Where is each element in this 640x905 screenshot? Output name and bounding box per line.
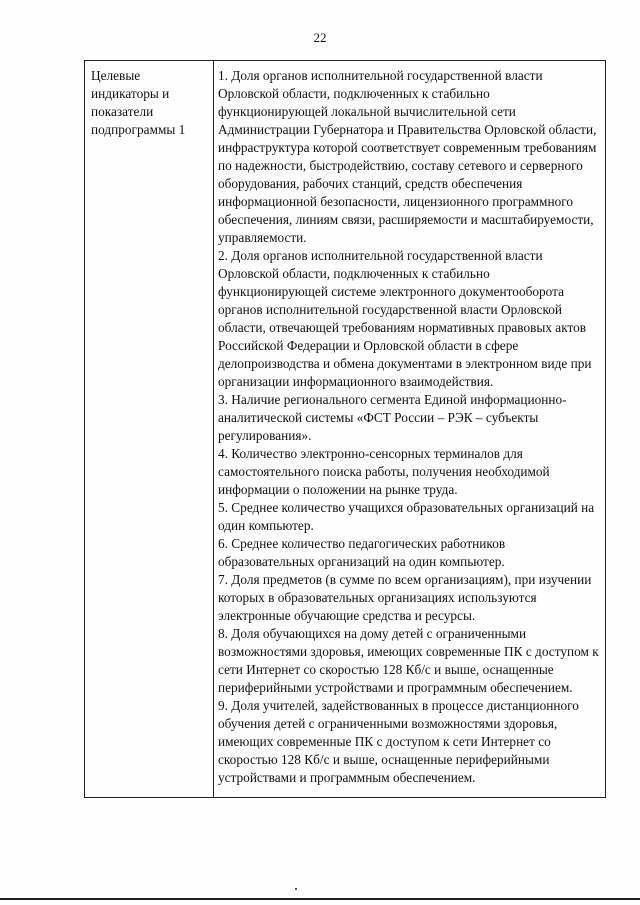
- indicator-item-6: 6. Среднее количество педагогических работников образовательных организаций на один компьютер.: [218, 536, 506, 569]
- indicator-item-8: 8. Доля обучающихся на дому детей с ограниченными возможностями здоровья, имеющих современные ПК с доступом к сети Интернет со скоростью 128 Кб/с и выше, оснащенные периферийными устройствами и программным обеспечением.: [218, 626, 599, 695]
- indicator-item-4: 4. Количество электронно-сенсорных терминалов для самостоятельного поиска работы, получения необходимой информации о положении на рынке труда.: [218, 446, 550, 497]
- scan-bottom-edge: [0, 898, 640, 900]
- indicators-table: [84, 60, 606, 798]
- indicator-item-2: 2. Доля органов исполнительной государственной власти Орловской области, подключенных к стабильно функционирующей системе электронного документооборота органов исполнительной государственной власти Орловской области, отвечающей требованиям нормативных правовых актов Российской Федерации и Орловской области в сфере делопроизводства и обмена документами в электронном виде при организации информационного взаимодействия.: [218, 248, 592, 389]
- indicators-list-cell: [214, 61, 606, 798]
- indicator-item-5: 5. Среднее количество учащихся образовательных организаций на один компьютер.: [218, 500, 595, 533]
- indicator-item-1: 1. Доля органов исполнительной государственной власти Орловской области, подключенных к стабильно функционирующей локальной вычислительной сети Администрации Губернатора и Правительства Орловской области, инфраструктура которой соответствует современным требованиям по надежности, быстродействию, составу сетевого и серверного оборудования, рабочих станций, средств обеспечения информационной безопасности, лицензионного программного обеспечения, линиям связи, расширяемости и масштабируемости, управляемости.: [218, 68, 597, 245]
- page-number: 22: [313, 30, 327, 45]
- scan-speck: [295, 888, 297, 890]
- indicator-item-7: 7. Доля предметов (в сумме по всем организациям), при изучении которых в образовательных организациях используются электронные обучающие средства и ресурсы.: [218, 572, 592, 623]
- indicator-item-9: 9. Доля учителей, задействованных в процессе дистанционного обучения детей с ограниченными возможностями здоровья, имеющих современные ПК с доступом к сети Интернет со скоростью 128 Кб/с и выше, оснащенные периферийными устройствами и программным обеспечением.: [218, 698, 579, 785]
- table-row: [85, 61, 606, 798]
- indicators-label-cell: Целевые индикаторы и показатели подпрограммы 1: [85, 61, 214, 798]
- indicator-item-3: 3. Наличие регионального сегмента Единой информационно-аналитической системы «ФСТ России – РЭК – субъекты регулирования».: [218, 392, 567, 443]
